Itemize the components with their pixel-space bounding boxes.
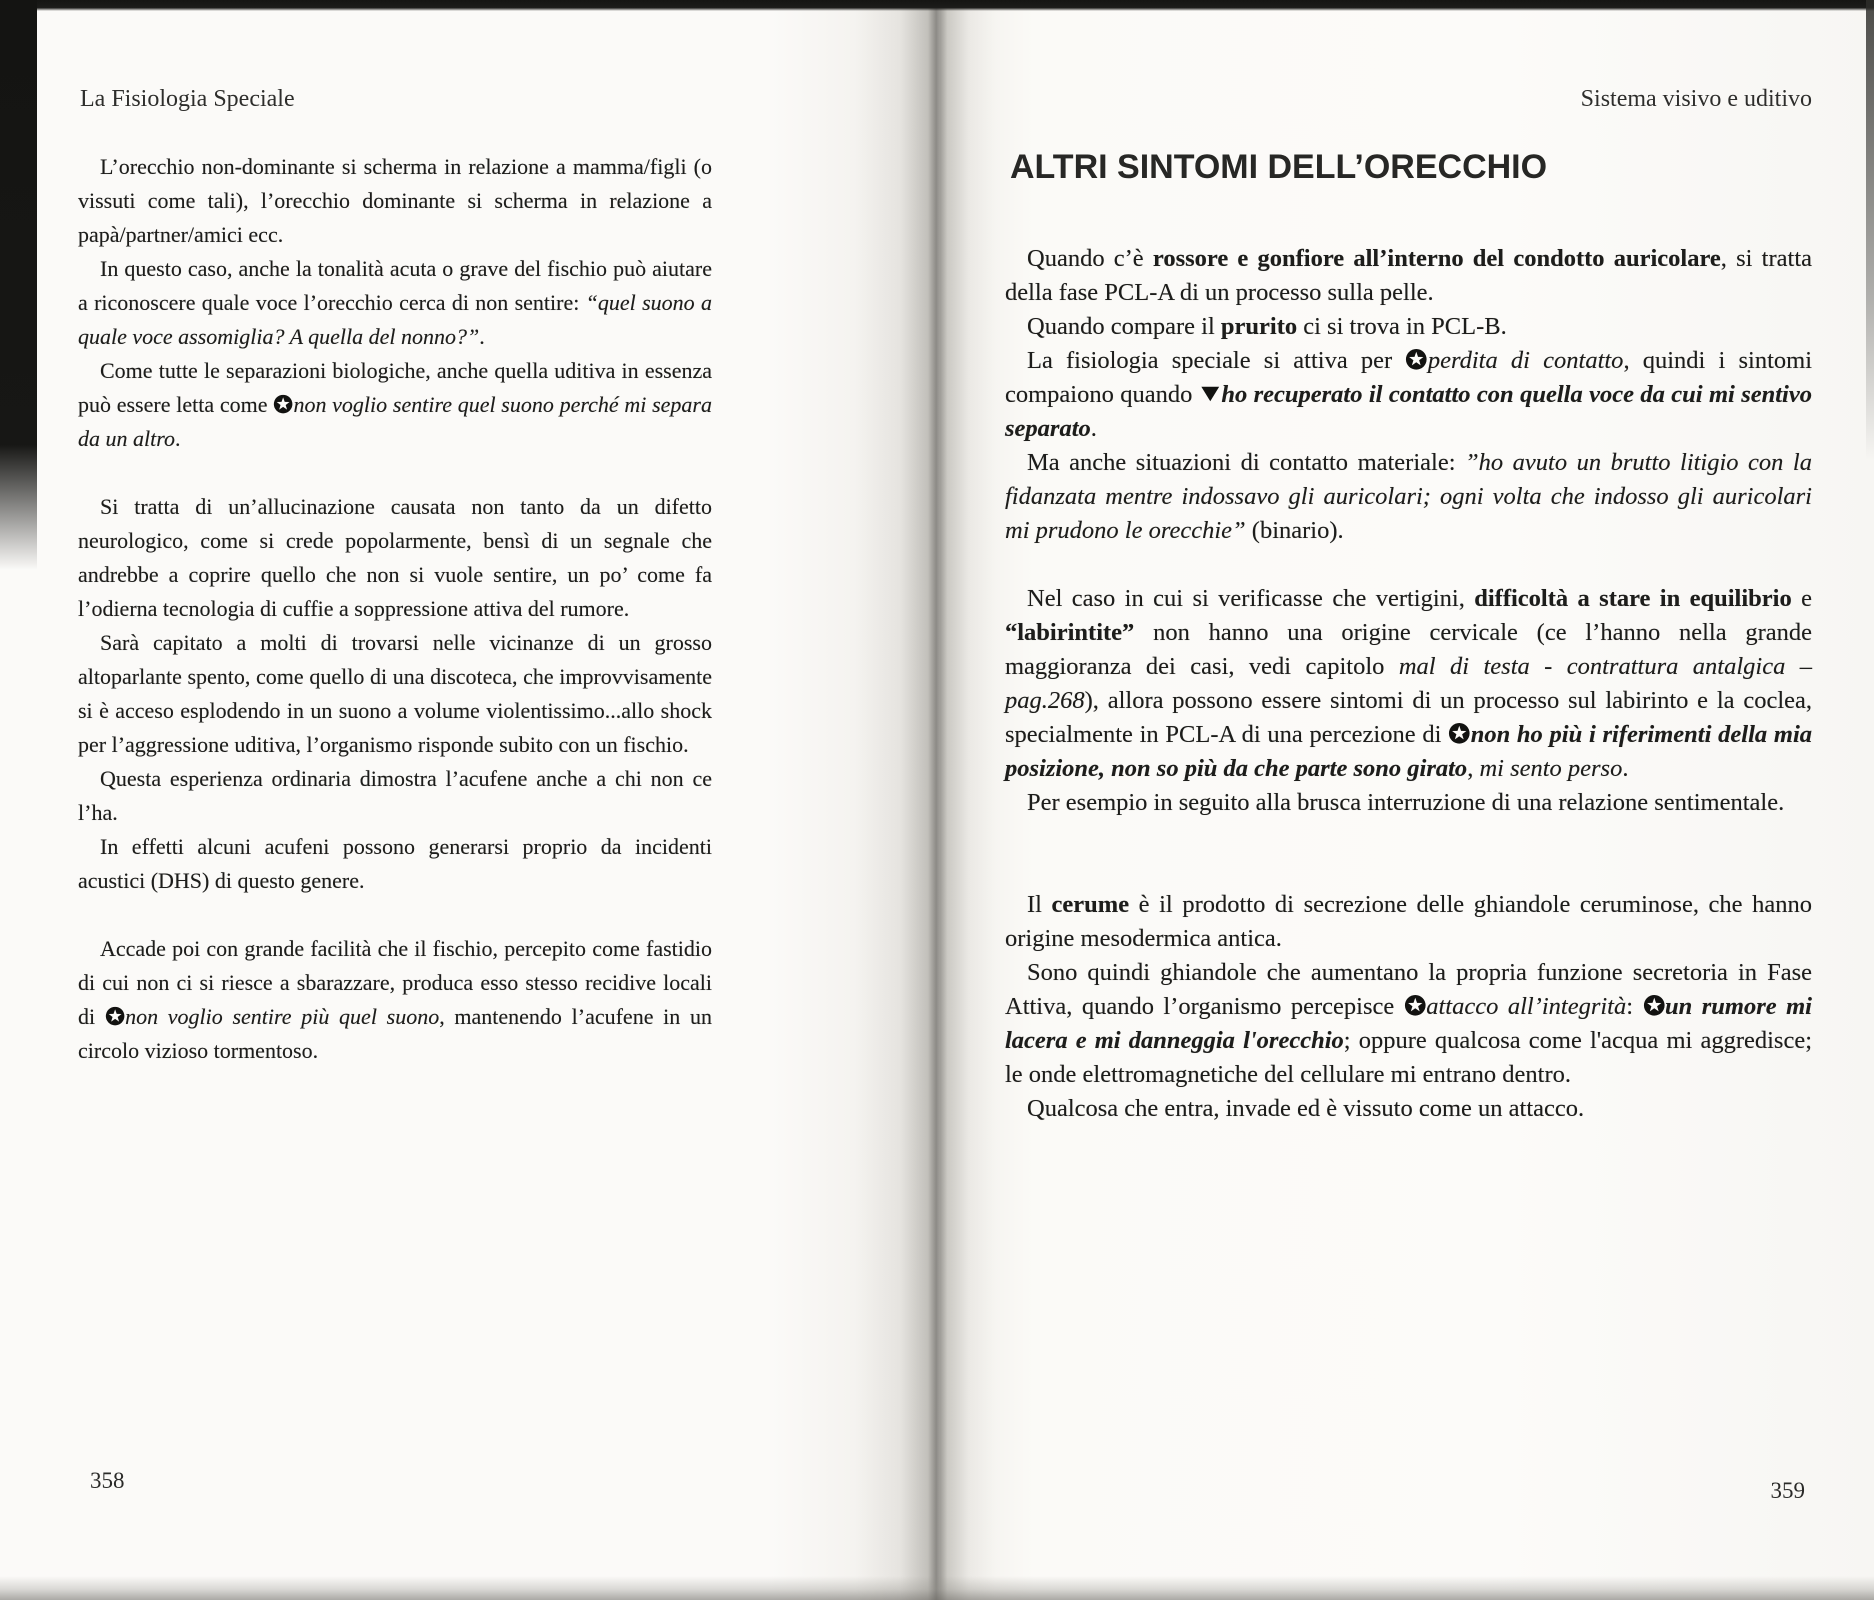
text-run: prurito [1220, 313, 1298, 340]
text-run: Il [1027, 891, 1052, 918]
text-run: è il prodotto di secrezione delle ghiandole ceruminose, che hanno origine mesodermica antica. [1005, 891, 1812, 952]
text-run: Nel caso in cui si verificasse che vertigini, [1027, 585, 1475, 612]
text-run: Per esempio in seguito alla brusca interruzione di una relazione sentimentale. [1027, 789, 1785, 816]
paragraph [1005, 1092, 1812, 1126]
paragraph [78, 626, 712, 762]
right-page-body [1005, 242, 1812, 1126]
text-run: Sono quindi ghiandole che aumentano la propria funzione secretoria in Fase Attiva, quando l’organismo percepisce [1005, 959, 1812, 1020]
text-run: Sarà capitato a molti di trovarsi nelle vicinanze di un grosso altoparlante spento, come quello di una discoteca, che improvvisamente si è acceso esplodendo in un suono a volume violentissimo...allo shock per l’aggressione uditiva, l’organismo risponde subito con un fischio. [78, 630, 712, 757]
scan-edge-bottom [0, 1576, 1874, 1600]
paragraph [1005, 786, 1812, 820]
paragraph [78, 252, 712, 354]
scan-edge-top [0, 0, 1874, 11]
paragraph [78, 762, 712, 830]
text-run: “quel suono a quale voce assomiglia? A quella del nonno?” [78, 290, 712, 349]
page-number-right: 359 [1770, 1478, 1805, 1503]
paragraph [1005, 344, 1812, 446]
text-run: mi sento perso [1479, 755, 1623, 782]
text-run: Qualcosa che entra, invade ed è vissuto come un attacco. [1027, 1095, 1585, 1122]
text-run: ; oppure qualcosa come l'acqua mi aggredisce; le onde elettromagnetiche del cellulare mi entrano dentro. [1005, 1027, 1812, 1088]
text-run: In questo caso, anche la tonalità acuta o grave del fischio può aiutare a riconoscere quale voce l’orecchio cerca di non sentire: [78, 256, 712, 315]
down-triangle-icon [1199, 382, 1222, 405]
text-run: Quando compare il [1027, 313, 1221, 340]
text-run: e [1791, 585, 1812, 612]
text-run: ”ho avuto un brutto litigio con la fidanzata mentre indossavo gli auricolari; ogni volta che indosso gli auricolari mi prudono le orecchie” [1005, 449, 1812, 544]
text-run: . [479, 324, 485, 349]
text-run: Ma anche situazioni di contatto materiale: [1027, 449, 1466, 476]
text-run: , si tratta della fase PCL-A di un processo sulla pelle. [1005, 245, 1812, 306]
left-page-body [78, 150, 712, 1068]
circled-star-icon [1404, 994, 1427, 1017]
text-run: . [1622, 755, 1629, 782]
paragraph [1005, 310, 1812, 344]
text-run: mal di testa - contrattura antalgica – pag.268 [1005, 653, 1812, 714]
text-run: cerume [1051, 891, 1130, 918]
text-run: (binario). [1245, 517, 1344, 544]
paragraph [78, 354, 712, 456]
text-run: . [174, 426, 181, 451]
paragraph [78, 932, 712, 1068]
running-header-right: Sistema visivo e uditivo [1580, 86, 1812, 112]
text-run: In effetti alcuni acufeni possono generarsi proprio da incidenti acustici (DHS) di questo genere. [78, 834, 712, 893]
page-number-left: 358 [90, 1468, 125, 1493]
text-run: “labirintite” [1005, 619, 1135, 646]
text-run: non voglio sentire quel suono perché mi separa da un altro [78, 392, 712, 451]
paragraph [78, 150, 712, 252]
paragraph [78, 490, 712, 626]
text-run: : [1626, 993, 1643, 1020]
text-run: Come tutte le separazioni biologiche, anche quella uditiva in essenza può essere letta come [78, 358, 712, 417]
text-run: difficoltà a stare in equilibrio [1474, 585, 1792, 612]
circled-star-icon [1405, 348, 1428, 371]
paragraph [1005, 956, 1812, 1092]
circled-star-icon [273, 394, 293, 414]
running-header-left: La Fisiologia Speciale [80, 86, 295, 112]
text-run: , mantenendo l’acufene in un circolo vizioso tormentoso. [78, 1004, 712, 1063]
text-run: non ho più i riferimenti della mia posizione, non so più da che parte sono girato [1005, 721, 1812, 782]
text-run: rossore e gonfiore all’interno del condotto auricolare [1152, 245, 1721, 272]
text-run: ), allora possono essere sintomi di un processo sul labirinto e la coclea, specialmente in PCL-A di una percezione di [1005, 687, 1812, 748]
text-run: Questa esperienza ordinaria dimostra l’acufene anche a chi non ce l’ha. [78, 766, 712, 825]
text-run: Accade poi con grande facilità che il fischio, percepito come fastidio di cui non ci si riesce a sbarazzare, produca esso stesso recidive locali di [78, 936, 712, 1029]
scan-edge-left [0, 0, 37, 570]
text-run: Si tratta di un’allucinazione causata non tanto da un difetto neurologico, come si crede popolarmente, bensì di un segnale che andrebbe a coprire quello che non si vuole sentire, un po’ come fa l’odierna tecnologia di cuffie a soppressione attiva del rumore. [78, 494, 712, 621]
paragraph [78, 830, 712, 898]
paragraph [1005, 242, 1812, 310]
text-run: . [1090, 415, 1097, 442]
text-run: non voglio sentire più quel suono [125, 1004, 440, 1029]
paragraph [1005, 446, 1812, 548]
text-run: non hanno una origine cervicale (ce l’hanno nella grande maggioranza dei casi, vedi capitolo [1005, 619, 1812, 680]
text-run: un rumore mi lacera e mi danneggia l'orecchio [1005, 993, 1812, 1054]
text-run: attacco all’integrità [1426, 993, 1627, 1020]
text-run: ci si trova in PCL-B. [1297, 313, 1507, 340]
text-run: , quindi i sintomi compaiono quando [1005, 347, 1813, 408]
paragraph [1005, 888, 1812, 956]
circled-star-icon [1643, 994, 1666, 1017]
text-run: ho recuperato il contatto con quella voce da cui mi sentivo separato [1005, 381, 1812, 442]
text-run: Quando c’è [1027, 245, 1153, 272]
circled-star-icon [1448, 722, 1471, 745]
page-gutter-shadow [855, 0, 995, 1600]
text-run: perdita di contatto [1427, 347, 1624, 374]
text-run: La fisiologia speciale si attiva per [1027, 347, 1406, 374]
scan-edge-right [1866, 0, 1874, 460]
paragraph [1005, 582, 1812, 786]
section-heading: ALTRI SINTOMI DELL’ORECCHIO [1010, 148, 1548, 186]
text-run: , [1467, 755, 1480, 782]
text-run: L’orecchio non-dominante si scherma in relazione a mamma/figli (o vissuti come tali), l’orecchio dominante si scherma in relazione a papà/partner/amici ecc. [78, 154, 712, 247]
circled-star-icon [105, 1006, 125, 1026]
